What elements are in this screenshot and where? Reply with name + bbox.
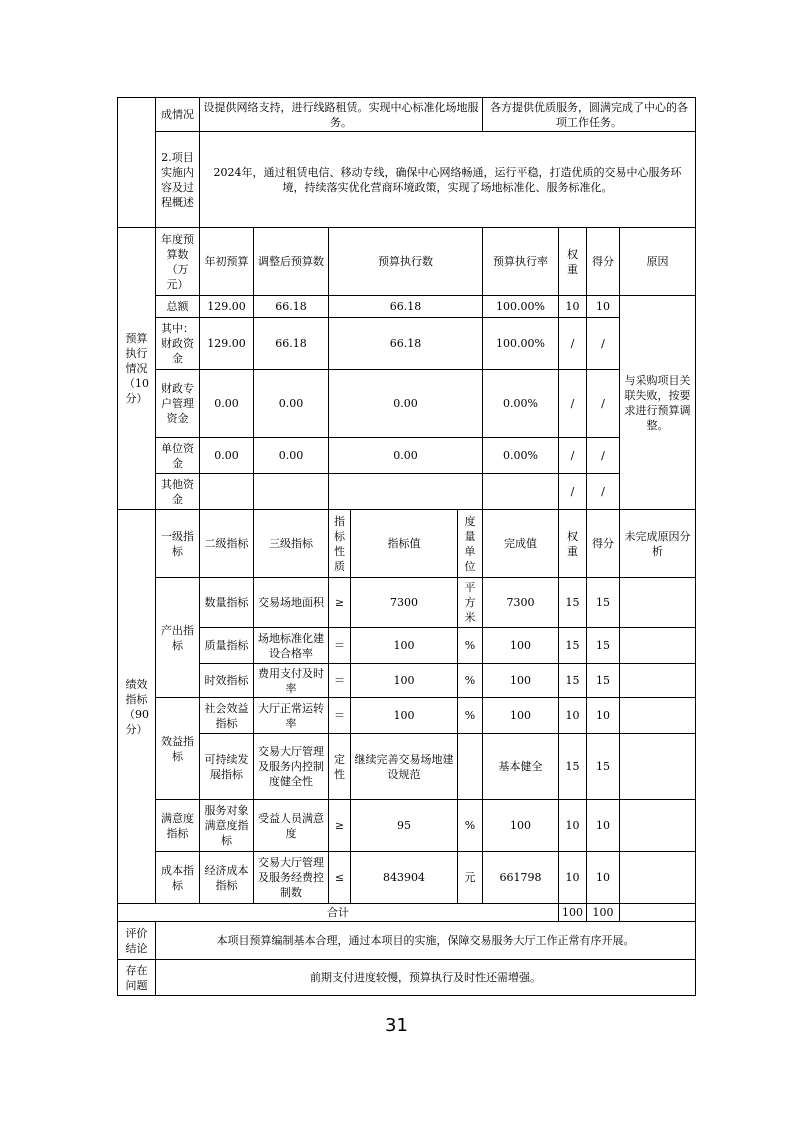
left-margin-cell: [118, 98, 156, 228]
perf-row-target: 100: [351, 664, 458, 698]
budget-row-name: 单位资金: [156, 438, 200, 474]
performance-row: [118, 628, 696, 664]
perf-row-reason: [620, 800, 696, 852]
budget-row-weight: /: [559, 438, 587, 474]
total-label: 合计: [118, 904, 559, 922]
performance-row: [118, 800, 696, 852]
perf-header-target: 指标值: [351, 510, 458, 578]
description-text: 2024年，通过租赁电信、移动专线，确保中心网络畅通，运行平稳，打造优质的交易中心服务环境，持续落实优化营商环境政策，实现了场地标准化、服务标准化。: [200, 132, 696, 228]
perf-group-output: 产出指标: [156, 578, 200, 698]
performance-row: [118, 852, 696, 904]
perf-group-satisfaction: 满意度指标: [156, 800, 200, 852]
perf-row-target: 100: [351, 698, 458, 734]
budget-row-executed: [329, 474, 483, 510]
budget-row-score: /: [587, 474, 620, 510]
perf-row-reason: [620, 628, 696, 664]
perf-row-nature: ＝: [329, 628, 351, 664]
perf-header-reason: 未完成原因分析: [620, 510, 696, 578]
budget-row-rate: 100.00%: [483, 296, 559, 318]
perf-row-nature: ≤: [329, 852, 351, 904]
perf-row-nature: ≥: [329, 578, 351, 628]
budget-row: [118, 370, 696, 438]
budget-row-initial: [200, 474, 254, 510]
project-description-row: [118, 132, 696, 228]
performance-row: [118, 578, 696, 628]
perf-row-score: 15: [587, 628, 620, 664]
budget-header-weight: 权重: [559, 228, 587, 296]
perf-row-level3: 费用支付及时率: [254, 664, 329, 698]
performance-row: [118, 698, 696, 734]
perf-row-unit: %: [458, 664, 483, 698]
total-weight: 100: [559, 904, 587, 922]
status-text-left: 设提供网络支持，进行线路租赁。实现中心标准化场地服务。: [200, 98, 483, 132]
issues-text: 前期支付进度较慢，预算执行及时性还需增强。: [156, 960, 696, 996]
perf-row-level3: 大厅正常运转率: [254, 698, 329, 734]
budget-row-adjusted: 66.18: [254, 318, 329, 370]
budget-row-weight: /: [559, 370, 587, 438]
perf-row-target: 95: [351, 800, 458, 852]
budget-row-initial: 0.00: [200, 438, 254, 474]
total-score: 100: [587, 904, 620, 922]
perf-header-unit: 度量单位: [458, 510, 483, 578]
perf-row-unit: [458, 734, 483, 800]
budget-row: [118, 318, 696, 370]
perf-row-unit: %: [458, 628, 483, 664]
budget-section-label: 预算执行情况（10分）: [118, 228, 156, 510]
budget-row-executed: 0.00: [329, 438, 483, 474]
perf-header-level3: 三级指标: [254, 510, 329, 578]
total-reason-empty: [620, 904, 696, 922]
budget-row-initial: 129.00: [200, 296, 254, 318]
perf-row-level2: 数量指标: [200, 578, 254, 628]
completion-status-row: [118, 98, 696, 132]
budget-row-weight: /: [559, 474, 587, 510]
perf-row-level3: 受益人员满意度: [254, 800, 329, 852]
perf-row-nature: ＝: [329, 698, 351, 734]
perf-row-target: 继续完善交易场地建设规范: [351, 734, 458, 800]
perf-group-benefit: 效益指标: [156, 698, 200, 800]
description-label: 2.项目实施内容及过程概述: [156, 132, 200, 228]
perf-row-score: 15: [587, 578, 620, 628]
budget-row-executed: 66.18: [329, 318, 483, 370]
budget-row-rate: [483, 474, 559, 510]
perf-row-score: 10: [587, 698, 620, 734]
total-row: [118, 904, 696, 922]
budget-row-initial: 129.00: [200, 318, 254, 370]
perf-row-reason: [620, 698, 696, 734]
perf-row-actual: 100: [483, 800, 559, 852]
perf-row-actual: 100: [483, 698, 559, 734]
perf-group-cost: 成本指标: [156, 852, 200, 904]
perf-row-nature: ＝: [329, 664, 351, 698]
budget-row-name: 其中：财政资金: [156, 318, 200, 370]
budget-row-rate: 0.00%: [483, 438, 559, 474]
budget-row-weight: 10: [559, 296, 587, 318]
budget-row-executed: 0.00: [329, 370, 483, 438]
perf-row-level3: 交易大厅管理及服务内控制度健全性: [254, 734, 329, 800]
page-number: 31: [385, 1015, 408, 1036]
perf-row-unit: 平方米: [458, 578, 483, 628]
perf-header-level2: 二级指标: [200, 510, 254, 578]
budget-header-adjusted: 调整后预算数: [254, 228, 329, 296]
perf-row-level2: 服务对象满意度指标: [200, 800, 254, 852]
perf-row-level2: 经济成本指标: [200, 852, 254, 904]
budget-header-initial: 年初预算: [200, 228, 254, 296]
budget-row-name: 其他资金: [156, 474, 200, 510]
budget-row-rate: 0.00%: [483, 370, 559, 438]
budget-row-score: /: [587, 318, 620, 370]
perf-row-actual: 100: [483, 628, 559, 664]
perf-row-target: 100: [351, 628, 458, 664]
perf-row-actual: 基本健全: [483, 734, 559, 800]
perf-row-actual: 661798: [483, 852, 559, 904]
status-label: 成情况: [156, 98, 200, 132]
perf-row-unit: %: [458, 800, 483, 852]
budget-row-adjusted: [254, 474, 329, 510]
budget-row-adjusted: 66.18: [254, 296, 329, 318]
perf-row-nature: 定性: [329, 734, 351, 800]
conclusion-label: 评价结论: [118, 922, 156, 960]
perf-row-unit: %: [458, 698, 483, 734]
budget-row-score: 10: [587, 296, 620, 318]
perf-row-level2: 质量指标: [200, 628, 254, 664]
performance-row: [118, 664, 696, 698]
perf-row-weight: 15: [559, 628, 587, 664]
budget-row-score: /: [587, 370, 620, 438]
budget-header-item: 年度预算数（万元）: [156, 228, 200, 296]
budget-header-rate: 预算执行率: [483, 228, 559, 296]
perf-row-level3: 交易场地面积: [254, 578, 329, 628]
budget-row-name: 财政专户管理资金: [156, 370, 200, 438]
perf-row-weight: 15: [559, 578, 587, 628]
status-text-right: 各方提供优质服务，圆满完成了中心的各项工作任务。: [483, 98, 696, 132]
budget-row: [118, 474, 696, 510]
perf-row-reason: [620, 664, 696, 698]
perf-row-score: 10: [587, 800, 620, 852]
performance-evaluation-table: [117, 97, 696, 996]
perf-row-weight: 10: [559, 800, 587, 852]
performance-header-row: [118, 510, 696, 578]
budget-row: [118, 296, 696, 318]
perf-header-actual: 完成值: [483, 510, 559, 578]
budget-row-adjusted: 0.00: [254, 438, 329, 474]
budget-header-executed: 预算执行数: [329, 228, 483, 296]
issues-row: [118, 960, 696, 996]
perf-row-weight: 15: [559, 734, 587, 800]
perf-row-actual: 7300: [483, 578, 559, 628]
perf-row-weight: 15: [559, 664, 587, 698]
budget-row-rate: 100.00%: [483, 318, 559, 370]
perf-row-level3: 场地标准化建设合格率: [254, 628, 329, 664]
budget-row: [118, 438, 696, 474]
conclusion-row: [118, 922, 696, 960]
perf-row-score: 15: [587, 734, 620, 800]
perf-row-weight: 10: [559, 698, 587, 734]
budget-header-row: [118, 228, 696, 296]
perf-header-nature: 指标性质: [329, 510, 351, 578]
perf-header-score: 得分: [587, 510, 620, 578]
budget-row-score: /: [587, 438, 620, 474]
perf-header-weight: 权重: [559, 510, 587, 578]
perf-row-target: 7300: [351, 578, 458, 628]
perf-row-score: 10: [587, 852, 620, 904]
budget-row-name: 总额: [156, 296, 200, 318]
budget-reason-text: 与采购项目关联失败，按要求进行预算调整。: [620, 296, 696, 510]
perf-row-score: 15: [587, 664, 620, 698]
perf-row-reason: [620, 578, 696, 628]
perf-row-reason: [620, 852, 696, 904]
conclusion-text: 本项目预算编制基本合理，通过本项目的实施，保障交易服务大厅工作正常有序开展。: [156, 922, 696, 960]
budget-header-reason: 原因: [620, 228, 696, 296]
perf-row-weight: 10: [559, 852, 587, 904]
budget-row-initial: 0.00: [200, 370, 254, 438]
budget-row-weight: /: [559, 318, 587, 370]
perf-row-unit: 元: [458, 852, 483, 904]
performance-section-label: 绩效指标（90分）: [118, 510, 156, 904]
budget-row-adjusted: 0.00: [254, 370, 329, 438]
perf-header-level1: 一级指标: [156, 510, 200, 578]
perf-row-level2: 时效指标: [200, 664, 254, 698]
perf-row-level2: 社会效益指标: [200, 698, 254, 734]
performance-row: [118, 734, 696, 800]
perf-row-reason: [620, 734, 696, 800]
perf-row-level2: 可持续发展指标: [200, 734, 254, 800]
perf-row-level3: 交易大厅管理及服务经费控制数: [254, 852, 329, 904]
perf-row-nature: ≥: [329, 800, 351, 852]
perf-row-actual: 100: [483, 664, 559, 698]
budget-header-score: 得分: [587, 228, 620, 296]
budget-row-executed: 66.18: [329, 296, 483, 318]
issues-label: 存在问题: [118, 960, 156, 996]
perf-row-target: 843904: [351, 852, 458, 904]
